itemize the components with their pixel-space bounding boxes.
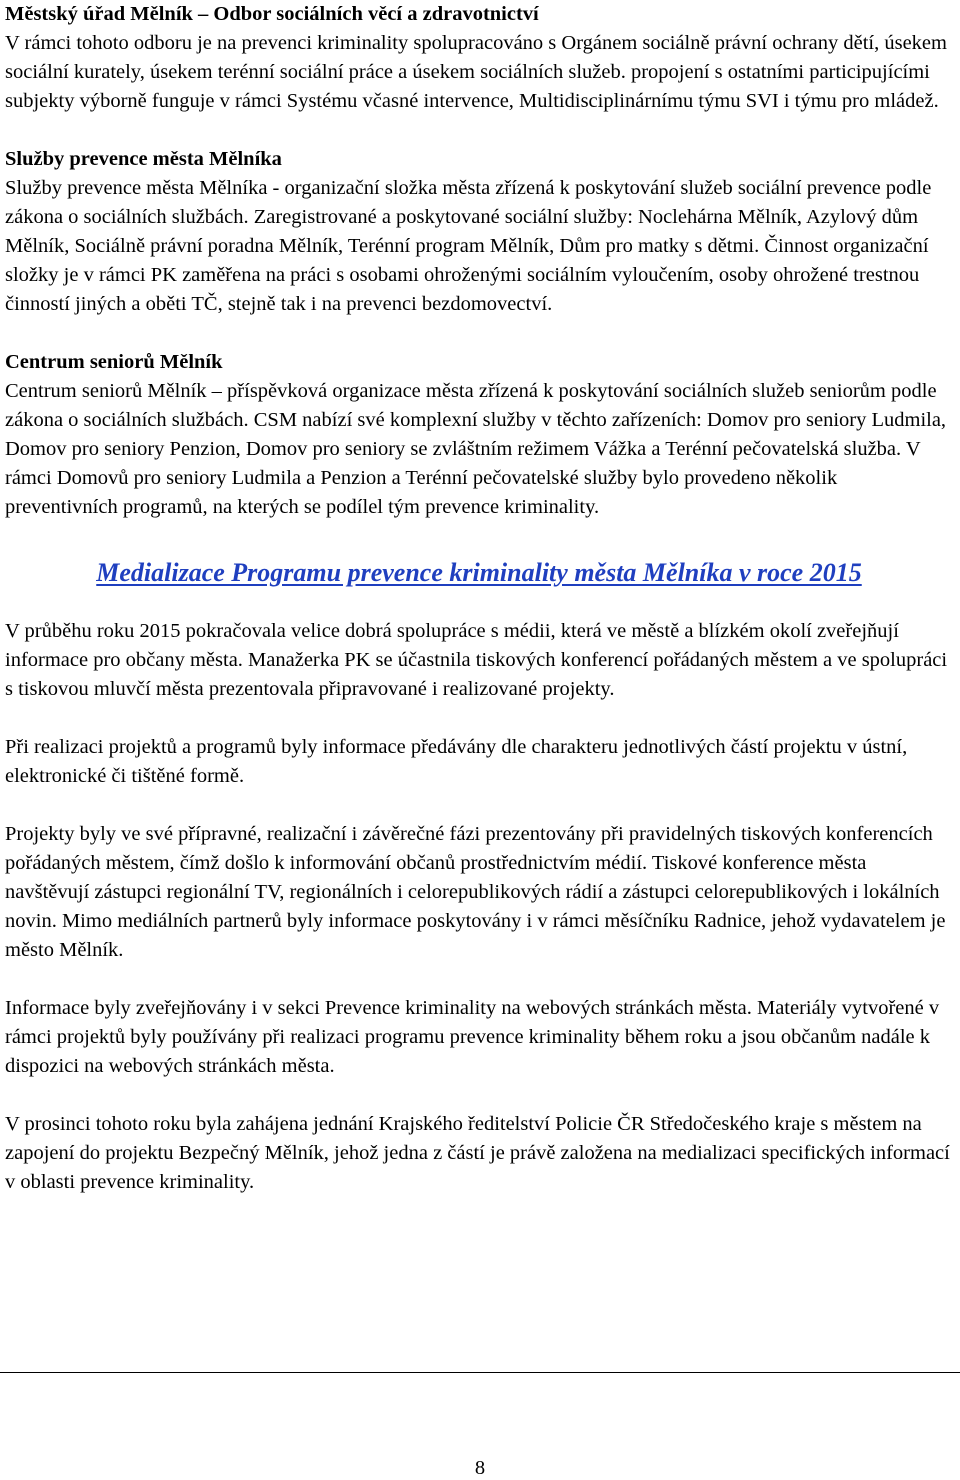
section-title: Služby prevence města Mělníka [5, 148, 282, 170]
document-page [5, 0, 953, 1197]
section-title: Centrum seniorů Mělník [5, 351, 223, 373]
spacer [5, 791, 953, 820]
footer-divider [0, 1372, 960, 1373]
section-body: Centrum seniorů Mělník – příspěvková organizace města zřízená k poskytování sociálních služeb seniorům podle zákona o sociálních službách. CSM nabízí své komplexní služby v těchto zařízeních: Domov pro seniory Ludmila, Domov pro seniory Penzion, Domov pro seniory se zvláštním režimem Vážka a Terénní pečovatelská služba. V rámci Domovů pro seniory Ludmila a Penzion a Terénní pečovatelské služby bylo provedeno několik preventivních programů, na kterých se podílel tým prevence kriminality. [5, 380, 947, 518]
media-paragraph: Projekty byly ve své přípravné, realizační i závěrečné fázi prezentovány při pravidelných tiskových konferencích pořádaných městem, čímž došlo k informování občanů prostřednictvím médií. Tiskové konference města navštěvují zástupci regionální TV, regionálních i celorepublikových rádií a zástupci celorepublikových i lokálních novin. Mimo mediálních partnerů byly informace poskytovány i v rámci měsíčníku Radnice, jehož vydavatelem je město Mělník. [5, 823, 946, 961]
spacer [5, 116, 953, 145]
media-paragraph: V prosinci tohoto roku byla zahájena jednání Krajského ředitelství Policie ČR Středočeského kraje s městem na zapojení do projektu Bezpečný Mělník, jehož jedna z částí je právě založena na medializaci specifických informací v oblasti prevence kriminality. [5, 1113, 950, 1193]
page-number: 8 [474, 1457, 486, 1479]
spacer [5, 1081, 953, 1110]
media-heading: Medializace Programu prevence kriminality města Mělníka v roce 2015 [96, 558, 862, 587]
spacer [5, 522, 953, 555]
section-prevention-services [5, 145, 953, 319]
spacer [5, 591, 953, 617]
section-body: V rámci tohoto odboru je na prevenci kriminality spolupracováno s Orgánem sociálně právní ochrany dětí, úsekem sociální kurately, úsekem terénní sociální práce a úsekem sociálních služeb. propojení s ostatními participujícími subjekty výborně funguje v rámci Systému včasné intervence, Multidisciplinárnímu týmu SVI i týmu pro mládež. [5, 32, 947, 112]
section-body: Služby prevence města Mělníka - organizační složka města zřízená k poskytování služeb sociální prevence podle zákona o sociálních službách. Zaregistrované a poskytované sociální služby: Noclehárna Mělník, Azylový dům Mělník, Sociálně právní poradna Mělník, Terénní program Mělník, Dům pro matky s dětmi. Činnost organizační složky je v rámci PK zaměřena na práci s osobami ohroženými sociálním vyloučením, osoby ohrožené trestnou činností jiných a oběti TČ, stejně tak i na prevenci bezdomovectví. [5, 177, 932, 315]
spacer [5, 965, 953, 994]
spacer [5, 319, 953, 348]
media-paragraph: Informace byly zveřejňovány i v sekci Prevence kriminality na webových stránkách města. Materiály vytvořené v rámci projektů byly používány při realizaci programu prevence kriminality během roku a jsou občanům nadále k dispozici na webových stránkách města. [5, 997, 940, 1077]
media-paragraph: Při realizaci projektů a programů byly informace předávány dle charakteru jednotlivých částí projektu v ústní, elektronické či tištěné formě. [5, 736, 908, 787]
spacer [5, 704, 953, 733]
section-melnik-office [5, 0, 953, 116]
section-senior-center [5, 348, 953, 522]
media-paragraph: V průběhu roku 2015 pokračovala velice dobrá spolupráce s médii, která ve městě a blízkém okolí zveřejňují informace pro občany města. Manažerka PK se účastnila tiskových konferencí pořádaných městem a ve spolupráci s tiskovou mluvčí města prezentovala připravované i realizované projekty. [5, 620, 948, 700]
section-title: Městský úřad Mělník – Odbor sociálních věcí a zdravotnictví [5, 3, 539, 25]
